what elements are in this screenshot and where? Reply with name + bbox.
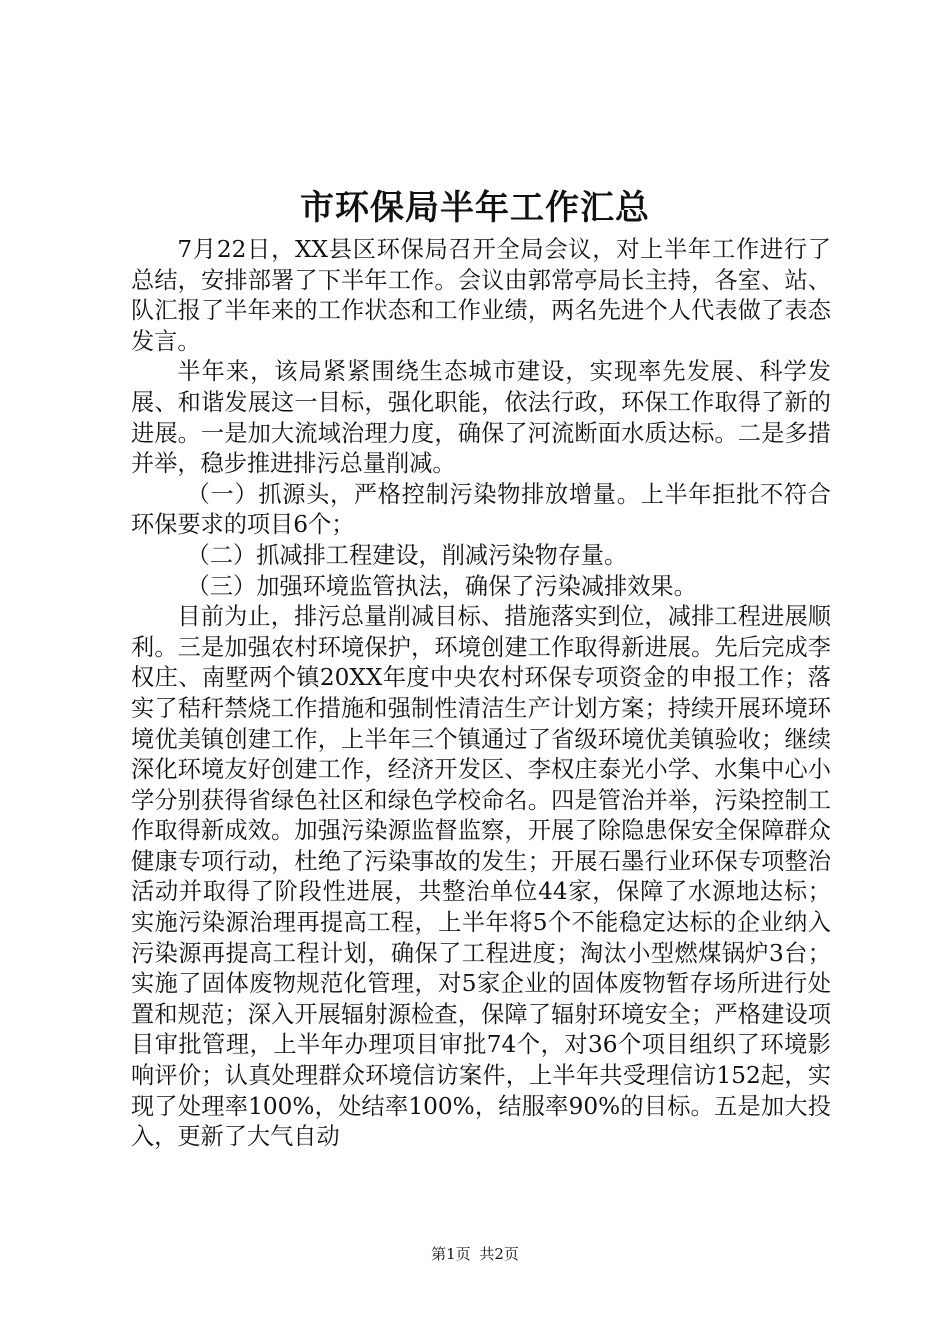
paragraph-item-3: （三）加强环境监管执法，确保了污染减排效果。 xyxy=(186,572,697,600)
page-number: 第1页 xyxy=(431,1245,471,1263)
paragraph-item-1: （一）抓源头，严格控制污染物排放增量。上半年拒批不符合环保要求的项目6个； xyxy=(131,480,831,539)
page-total: 共2页 xyxy=(479,1245,519,1263)
page-footer xyxy=(0,1244,950,1264)
document-body xyxy=(131,235,831,1153)
document-title: 市环保局半年工作汇总 xyxy=(300,188,650,228)
paragraph-item-2: （二）抓减排工程建设，削减污染物存量。 xyxy=(186,541,628,569)
paragraph-details: 目前为止，排污总量削减目标、措施落实到位，减排工程进展顺利。三是加强农村环境保护，环境创建工作取得新进展。先后完成李权庄、南墅两个镇20XX年度中央农村环保专项资金的申报工作；落实了秸秆禁烧工作措施和强制性清洁生产计划方案；持续开展环境环境优美镇创建工作，上半年三个镇通过了省级环境优美镇验收；继续深化环境友好创建工作，经济开发区、李权庄泰光小学、水集中心小学分别获得省绿色社区和绿色学校命名。四是管治并举，污染控制工作取得新成效。加强污染源监督监察，开展了除隐患保安全保障群众健康专项行动，杜绝了污染事故的发生；开展石墨行业环保专项整治活动并取得了阶段性进展，共整治单位44家，保障了水源地达标；实施污染源治理再提高工程，上半年将5个不能稳定达标的企业纳入污染源再提高工程计划，确保了工程进度；淘汰小型燃煤锅炉3台；实施了固体废物规范化管理，对5家企业的固体废物暂存场所进行处置和规范；深入开展辐射源检查，保障了辐射环境安全；严格建设项目审批管理，上半年办理项目审批74个，对36个项目组织了环境影响评价；认真处理群众环境信访案件，上半年共受理信访152起，实现了处理率100%，处结率100%，结服率90%的目标。五是加大投入，更新了大气自动 xyxy=(131,603,831,1151)
paragraph-progress: 半年来，该局紧紧围绕生态城市建设，实现率先发展、科学发展、和谐发展这一目标，强化职能，依法行政，环保工作取得了新的进展。一是加大流域治理力度，确保了河流断面水质达标。二是多措并举，稳步推进排污总量削减。 xyxy=(131,358,831,478)
paragraph-meeting: 7月22日，XX县区环保局召开全局会议，对上半年工作进行了总结，安排部署了下半年工作。会议由郭常亭局长主持，各室、站、队汇报了半年来的工作状态和工作业绩，两名先进个人代表做了表态发言。 xyxy=(131,236,831,355)
